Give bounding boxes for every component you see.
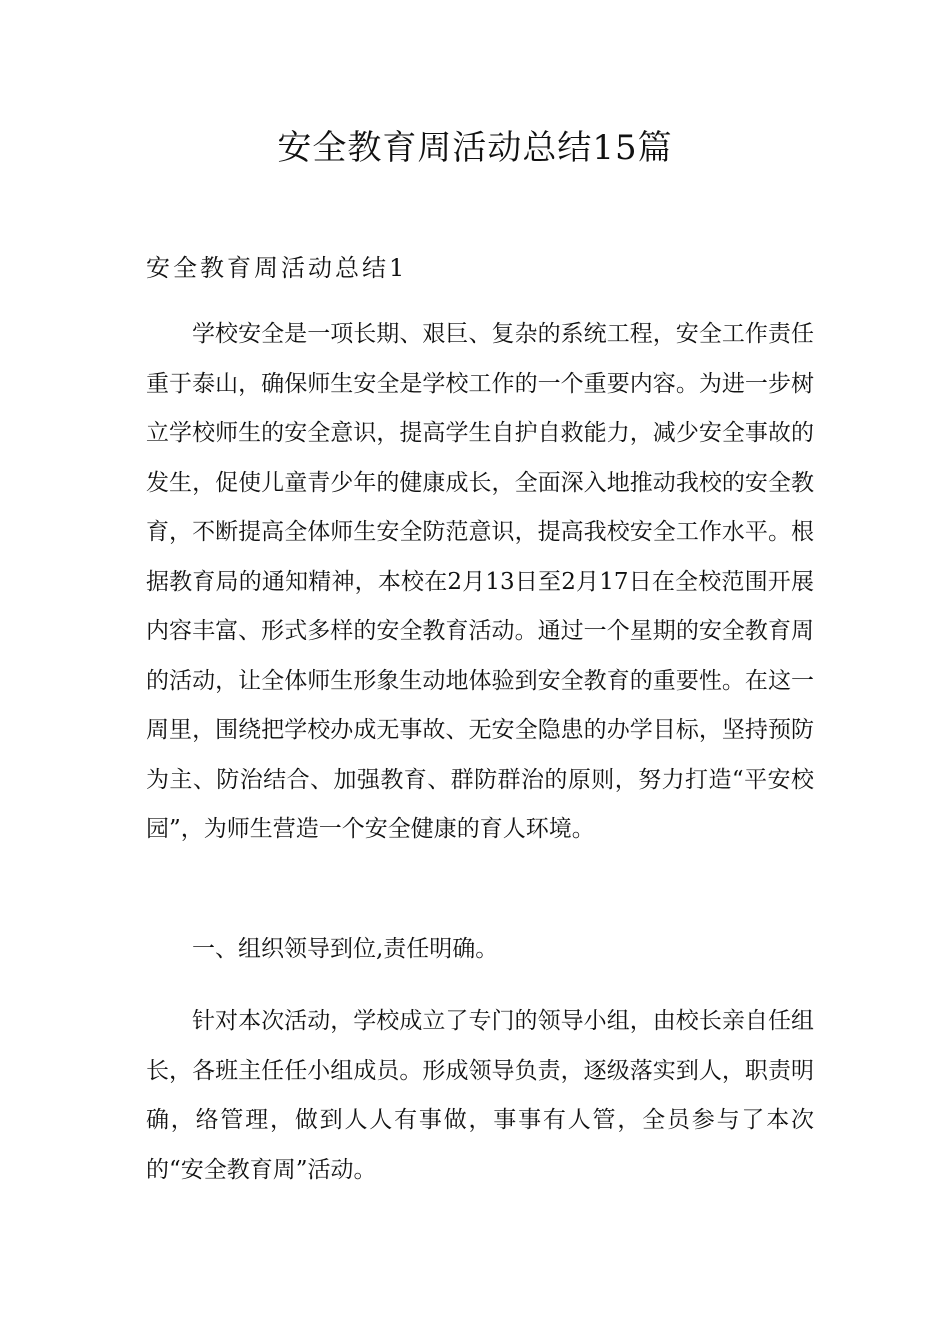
paragraph-organization: 针对本次活动，学校成立了专门的领导小组，由校长亲自任组长，各班主任任小组成员。形成领导负责，逐级落实到人，职责明确，络管理，做到人人有事做，事事有人管，全员参与了本次的“安全教育周”活动。 bbox=[146, 1008, 814, 1183]
paragraph-subheading: 一、组织领导到位,责任明确。 bbox=[192, 936, 499, 962]
paragraph-intro: 学校安全是一项长期、艰巨、复杂的系统工程，安全工作责任重于泰山，确保师生安全是学校工作的一个重要内容。为进一步树立学校师生的安全意识，提高学生自护自救能力，减少安全事故的发生，促使儿童青少年的健康成长，全面深入地推动我校的安全教育，不断提高全体师生安全防范意识，提高我校安全工作水平。根据教育局的通知精神，本校在2月13日至2月17日在全校范围开展内容丰富、形式多样的安全教育活动。通过一个星期的安全教育周的活动，让全体师生形象生动地体验到安全教育的重要性。在这一周里，围绕把学校办成无事故、无安全隐患的办学目标，坚持预防为主、防治结合、加强教育、群防群治的原则，努力打造“平安校园”，为师生营造一个安全健康的育人环境。 bbox=[146, 321, 814, 842]
document-title: 安全教育周活动总结15篇 bbox=[277, 128, 673, 168]
section-heading: 安全教育周活动总结1 bbox=[146, 254, 408, 282]
